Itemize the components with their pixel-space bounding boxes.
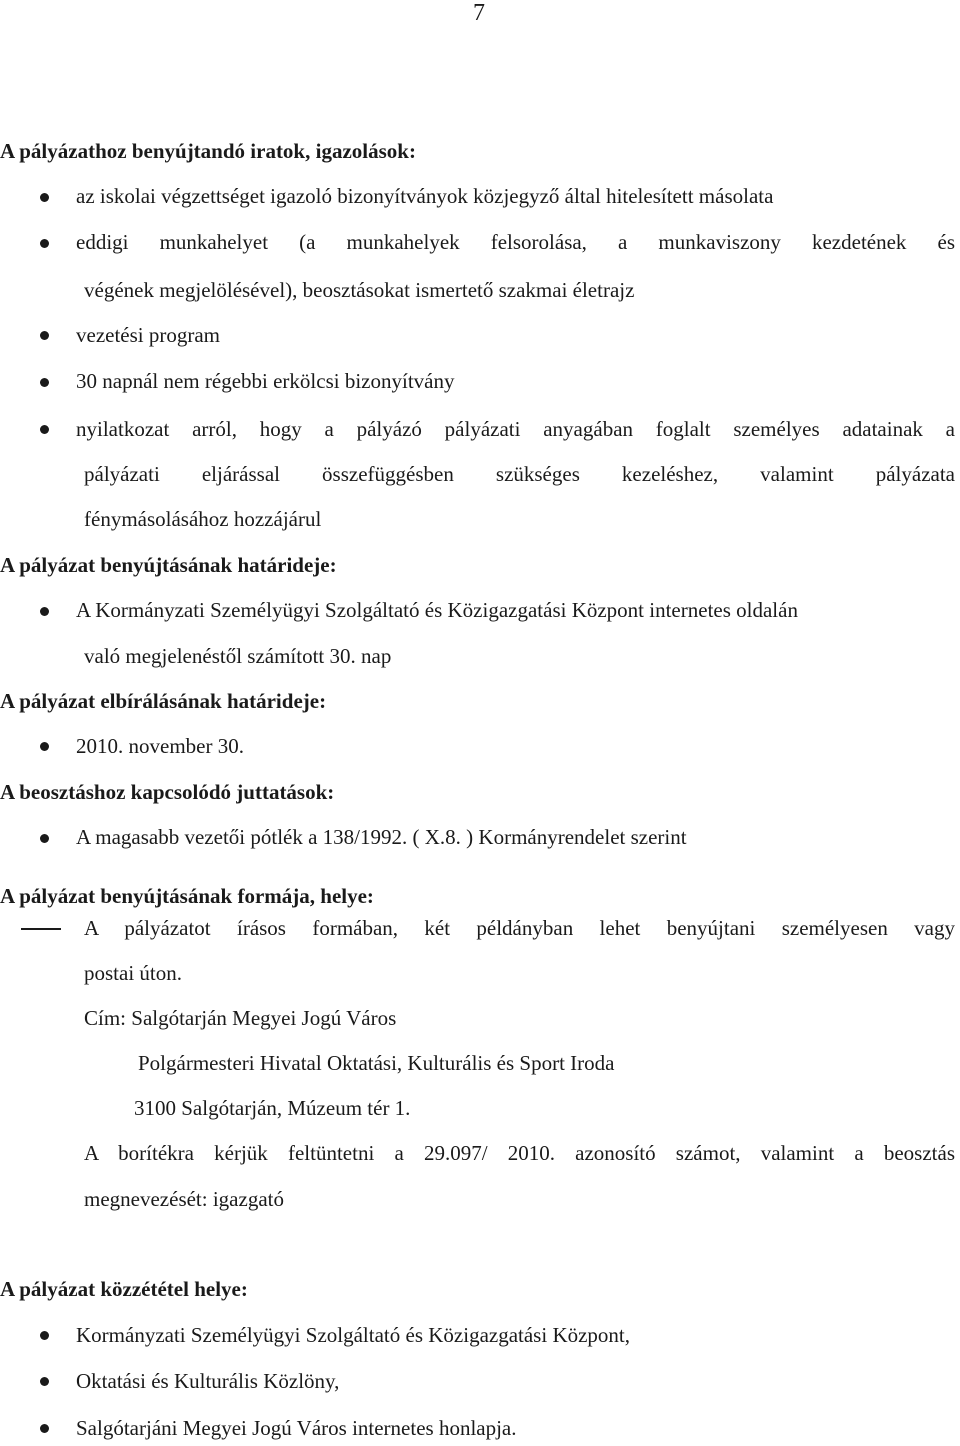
list-item-continuation: való megjelenéstől számított 30. nap <box>84 644 392 668</box>
dash-icon <box>21 928 61 930</box>
list-item-continuation: végének megjelölésével), beosztásokat ismertető szakmai életrajz <box>84 278 635 302</box>
envelope-note: megnevezését: igazgató <box>84 1187 284 1211</box>
list-item: eddigi munkahelyet (a munkahelyek felsorolása, a munkaviszony kezdetének és <box>76 230 955 254</box>
section-heading-publication: A pályázat közzététel helye: <box>0 1277 248 1301</box>
section-heading-documents: A pályázathoz benyújtandó iratok, igazolások: <box>0 139 416 163</box>
section-heading-evaluation: A pályázat elbírálásának határideje: <box>0 689 327 713</box>
bullet-icon <box>40 1331 49 1340</box>
bullet-icon <box>40 378 49 387</box>
list-item-continuation: fénymásolásához hozzájárul <box>84 507 322 531</box>
list-item: 2010. november 30. <box>76 734 244 758</box>
address-line: 3100 Salgótarján, Múzeum tér 1. <box>134 1096 411 1120</box>
list-item: Oktatási és Kulturális Közlöny, <box>76 1369 340 1393</box>
submission-line: A pályázatot írásos formában, két példányban lehet benyújtani személyesen vagy <box>84 916 955 940</box>
bullet-icon <box>40 331 49 340</box>
bullet-icon <box>40 1424 49 1433</box>
address-line: Cím: Salgótarján Megyei Jogú Város <box>84 1006 397 1030</box>
bullet-icon <box>40 834 49 843</box>
list-item: A magasabb vezetői pótlék a 138/1992. ( X.8. ) Kormányrendelet szerint <box>76 825 687 849</box>
bullet-icon <box>40 607 49 616</box>
bullet-icon <box>40 239 49 248</box>
list-item: az iskolai végzettséget igazoló bizonyítványok közjegyző által hitelesített másolata <box>76 184 774 208</box>
list-item: nyilatkozat arról, hogy a pályázó pályázati anyagában foglalt személyes adatainak a <box>76 417 955 441</box>
section-heading-deadline: A pályázat benyújtásának határideje: <box>0 553 337 577</box>
list-item-continuation: pályázati eljárással összefüggésben szükséges kezeléshez, valamint pályázata <box>84 462 955 486</box>
list-item: Kormányzati Személyügyi Szolgáltató és Közigazgatási Központ, <box>76 1323 631 1347</box>
bullet-icon <box>40 1377 49 1386</box>
list-item: 30 napnál nem régebbi erkölcsi bizonyítvány <box>76 369 455 393</box>
list-item: vezetési program <box>76 323 221 347</box>
list-item: A Kormányzati Személyügyi Szolgáltató és Közigazgatási Központ internetes oldalán <box>76 598 798 622</box>
section-heading-benefits: A beosztáshoz kapcsolódó juttatások: <box>0 780 335 804</box>
address-line: Polgármesteri Hivatal Oktatási, Kulturális és Sport Iroda <box>138 1051 615 1075</box>
bullet-icon <box>40 193 49 202</box>
bullet-icon <box>40 742 49 751</box>
envelope-note: A borítékra kérjük feltüntetni a 29.097/ 2010. azonosító számot, valamint a beosztás <box>84 1141 955 1165</box>
section-heading-submission: A pályázat benyújtásának formája, helye: <box>0 884 374 908</box>
submission-line: postai úton. <box>84 961 182 985</box>
page-number: 7 <box>473 0 485 26</box>
list-item: Salgótarjáni Megyei Jogú Város internetes honlapja. <box>76 1416 517 1440</box>
bullet-icon <box>40 425 49 434</box>
